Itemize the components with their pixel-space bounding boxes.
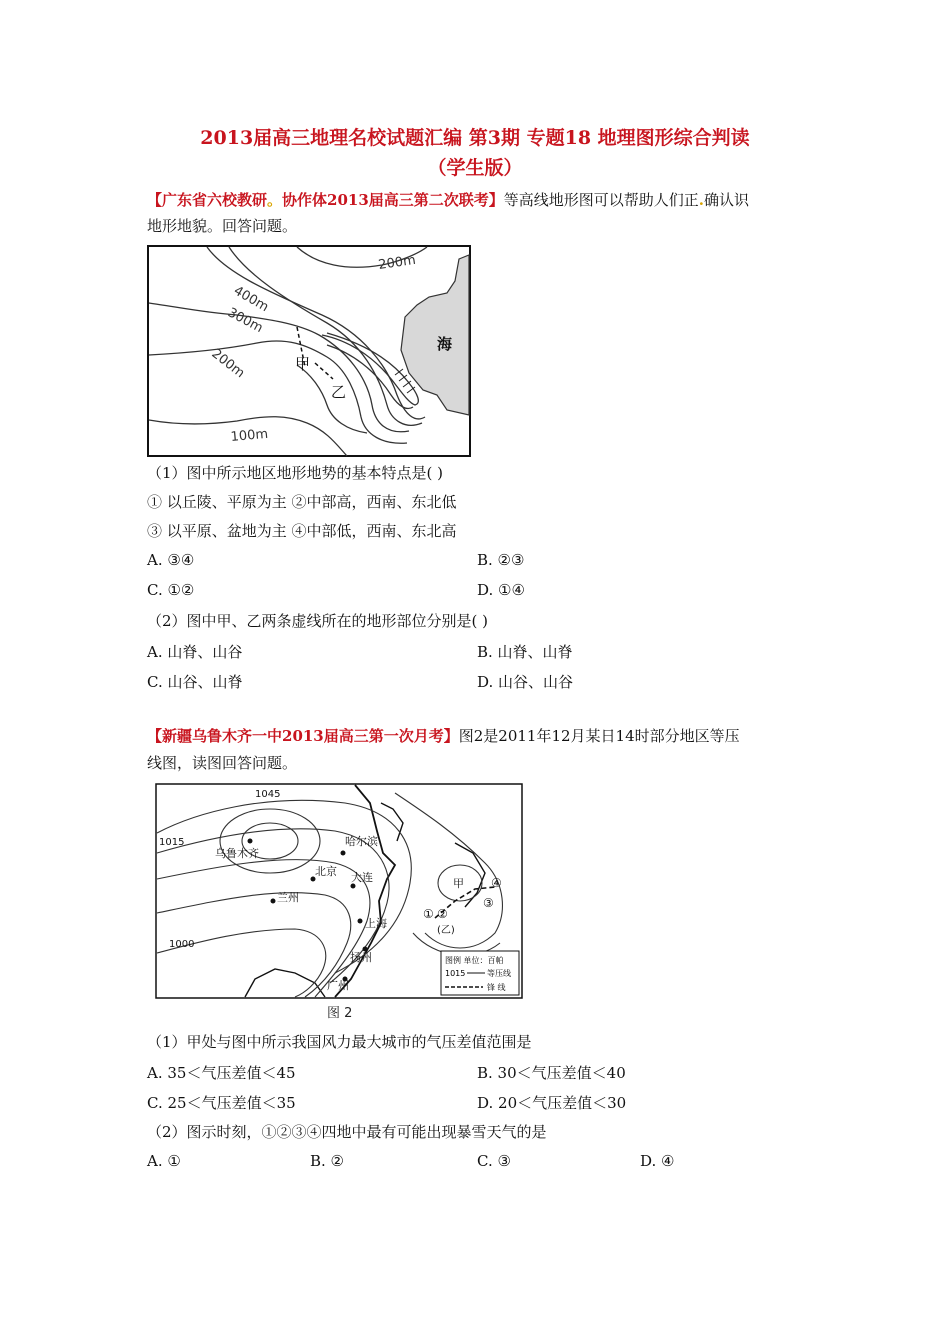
- isobar-legend: [441, 951, 519, 995]
- label-yi-low: (乙): [437, 925, 455, 936]
- q1-sub1-statement-2: ③ 以平原、盆地为主 ④中部低，西南、东北高: [147, 522, 457, 540]
- marker-4: ④: [491, 876, 502, 890]
- q1-sub1-option-a[interactable]: A. ③④: [147, 551, 195, 569]
- q2-sub1-option-c[interactable]: C. 25＜气压差值＜35: [147, 1094, 296, 1112]
- isobar-label-1015: 1015: [159, 837, 185, 848]
- legend-isobar-number: 1015: [445, 969, 466, 978]
- marker-1: ①: [423, 907, 434, 921]
- label-yi: 乙: [331, 383, 347, 401]
- q1-sub2-option-a[interactable]: A. 山脊、山谷: [147, 643, 243, 661]
- contour-label-200m-top: 200m: [377, 252, 417, 273]
- q2-sub1-option-a[interactable]: A. 35＜气压差值＜45: [147, 1064, 296, 1082]
- q1-sub1-option-c[interactable]: C. ①②: [147, 581, 195, 599]
- q1-source-dot: 。: [267, 191, 283, 209]
- isobar-label-1000: 1000: [169, 939, 195, 950]
- q1-intro-text-rest: 确认识: [704, 191, 750, 209]
- isobar-label-1045: 1045: [255, 789, 281, 800]
- marker-2: ②: [437, 907, 448, 921]
- label-jia-high: 甲: [453, 877, 464, 890]
- q1-sub1-option-b[interactable]: B. ②③: [477, 551, 525, 569]
- legend-title: 图例 单位：百帕: [445, 956, 504, 965]
- q2-source: 【新疆乌鲁木齐一中2013届高三第一次月考】: [147, 727, 459, 745]
- q2-sub1-option-d[interactable]: D. 20＜气压差值＜30: [477, 1094, 627, 1112]
- marker-3: ③: [483, 896, 494, 910]
- legend-isobar: 等压线: [487, 969, 511, 978]
- contour-label-400m: 400m: [231, 283, 271, 316]
- q1-sub2-option-d[interactable]: D. 山谷、山谷: [477, 673, 574, 691]
- legend-front: 锋 线: [487, 983, 506, 992]
- contour-map: [147, 245, 471, 457]
- q1-intro-text: 等高线地形图可以帮助人们正: [503, 191, 699, 209]
- q1-sub1-option-d[interactable]: D. ①④: [477, 581, 525, 599]
- q1-sub1-statement-1: ① 以丘陵、平原为主 ②中部高，西南、东北低: [147, 493, 457, 511]
- city-harbin: 哈尔滨: [345, 835, 378, 848]
- q2-sub2-option-b[interactable]: B. ②: [310, 1152, 345, 1170]
- q1-sub2-stem: （2）图中甲、乙两条虚线所在的地形部位分别是( ): [147, 612, 489, 630]
- q2-sub1-option-b[interactable]: B. 30＜气压差值＜40: [477, 1064, 626, 1082]
- q1-sub1-stem: （1）图中所示地区地形地势的基本特点是( ): [147, 464, 444, 482]
- q2-sub2-stem: （2）图示时刻，①②③④四地中最有可能出现暴雪天气的是: [147, 1123, 547, 1141]
- q1-intro-line2: 地形地貌。回答问题。: [147, 217, 298, 235]
- city-shanghai: 上海: [365, 917, 387, 930]
- contour-label-100m: 100m: [230, 426, 269, 445]
- q2-sub2-option-c[interactable]: C. ③: [477, 1152, 511, 1170]
- q1-intro: [147, 189, 749, 211]
- q2-sub2-option-d[interactable]: D. ④: [640, 1152, 675, 1170]
- contour-label-200m-left: 200m: [208, 346, 248, 382]
- doc-title-line1: 2013届高三地理名校试题汇编 第3期 专题18 地理图形综合判读: [200, 127, 750, 149]
- contour-label-300m: 300m: [225, 305, 266, 337]
- figure-caption: 图 2: [327, 1006, 353, 1021]
- q1-intro-dot: .: [698, 191, 705, 209]
- city-guangzhou: 广州: [327, 979, 349, 992]
- isobar-map: [155, 783, 523, 1023]
- q2-intro-line2: 线图，读图回答问题。: [147, 754, 298, 772]
- city-lanzhou: 兰州: [277, 891, 299, 904]
- label-jia: 甲: [295, 355, 311, 373]
- q2-sub1-stem: （1）甲处与图中所示我国风力最大城市的气压差值范围是: [147, 1033, 532, 1051]
- city-yangzhou: 扬州: [350, 951, 372, 964]
- q1-sub2-option-b[interactable]: B. 山脊、山脊: [477, 643, 573, 661]
- label-sea: 海: [437, 335, 453, 353]
- q1-source: 【广东省六校教研: [147, 191, 268, 209]
- q2-intro-text: 图2是2011年12月某日14时部分地区等压: [458, 727, 740, 745]
- city-urumqi: 乌鲁木齐: [215, 847, 259, 860]
- q2-sub2-option-a[interactable]: A. ①: [147, 1152, 181, 1170]
- q2-intro: [147, 725, 740, 747]
- city-beijing: 北京: [315, 865, 337, 878]
- q1-sub2-option-c[interactable]: C. 山谷、山脊: [147, 673, 243, 691]
- q1-source-rest: 协作体2013届高三第二次联考】: [282, 191, 504, 209]
- doc-title-line2: （学生版）: [427, 157, 523, 179]
- city-dalian: 大连: [351, 871, 373, 884]
